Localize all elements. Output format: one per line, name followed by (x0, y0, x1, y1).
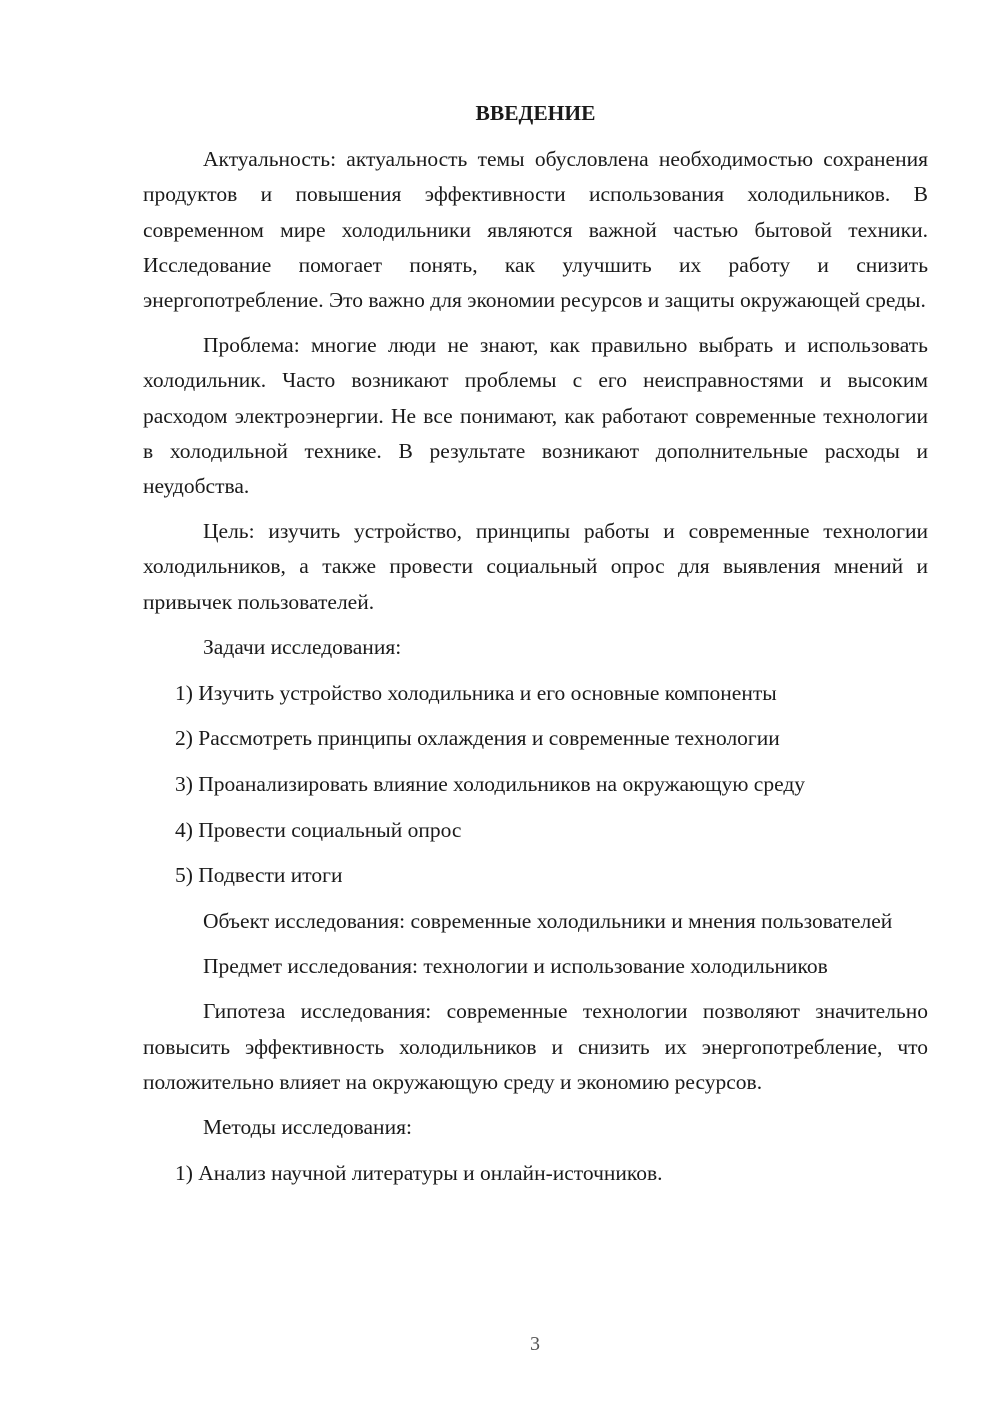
page-number: 3 (530, 1333, 540, 1355)
relevance-paragraph: Актуальность: актуальность темы обусловлена необходимостью сохранения продуктов и повышения эффективности использования холодильников. В современном мире холодильники являются важной частью бытовой техники. Исследование помогает понять, как улучшить их работу и снизить энергопотребление. Это важно для экономии ресурсов и защиты окружающей среды. (143, 147, 928, 313)
list-item: 3) Проанализировать влияние холодильников на окружающую среду (175, 771, 806, 796)
list-item: 2) Рассмотреть принципы охлаждения и современные технологии (175, 726, 780, 751)
object-paragraph: Объект исследования: современные холодильники и мнения пользователей (203, 909, 893, 934)
document-page (143, 96, 928, 1201)
methods-heading: Методы исследования: (203, 1115, 412, 1140)
goal-paragraph: Цель: изучить устройство, принципы работы и современные технологии холодильников, а также провести социальный опрос для выявления мнений и привычек пользователей. (143, 519, 928, 614)
tasks-heading: Задачи исследования: (203, 634, 402, 659)
methods-list (143, 1156, 928, 1191)
page-title: ВВЕДЕНИЕ (475, 101, 596, 125)
subject-paragraph: Предмет исследования: технологии и использование холодильников (203, 954, 828, 979)
problem-paragraph: Проблема: многие люди не знают, как правильно выбрать и использовать холодильник. Часто возникают проблемы с его неисправностями и высоким расходом электроэнергии. Не все понимают, как работают современные технологии в холодильной технике. В результате возникают дополнительные расходы и неудобства. (143, 333, 928, 499)
list-item: 4) Провести социальный опрос (175, 817, 462, 842)
list-item: 5) Подвести итоги (175, 863, 343, 888)
list-item: 1) Анализ научной литературы и онлайн-источников. (175, 1160, 663, 1185)
hypothesis-paragraph: Гипотеза исследования: современные технологии позволяют значительно повысить эффективность холодильников и снизить их энергопотребление, что положительно влияет на окружающую среду и экономию ресурсов. (143, 999, 928, 1094)
tasks-list (143, 676, 928, 894)
list-item: 1) Изучить устройство холодильника и его основные компоненты (175, 680, 777, 705)
